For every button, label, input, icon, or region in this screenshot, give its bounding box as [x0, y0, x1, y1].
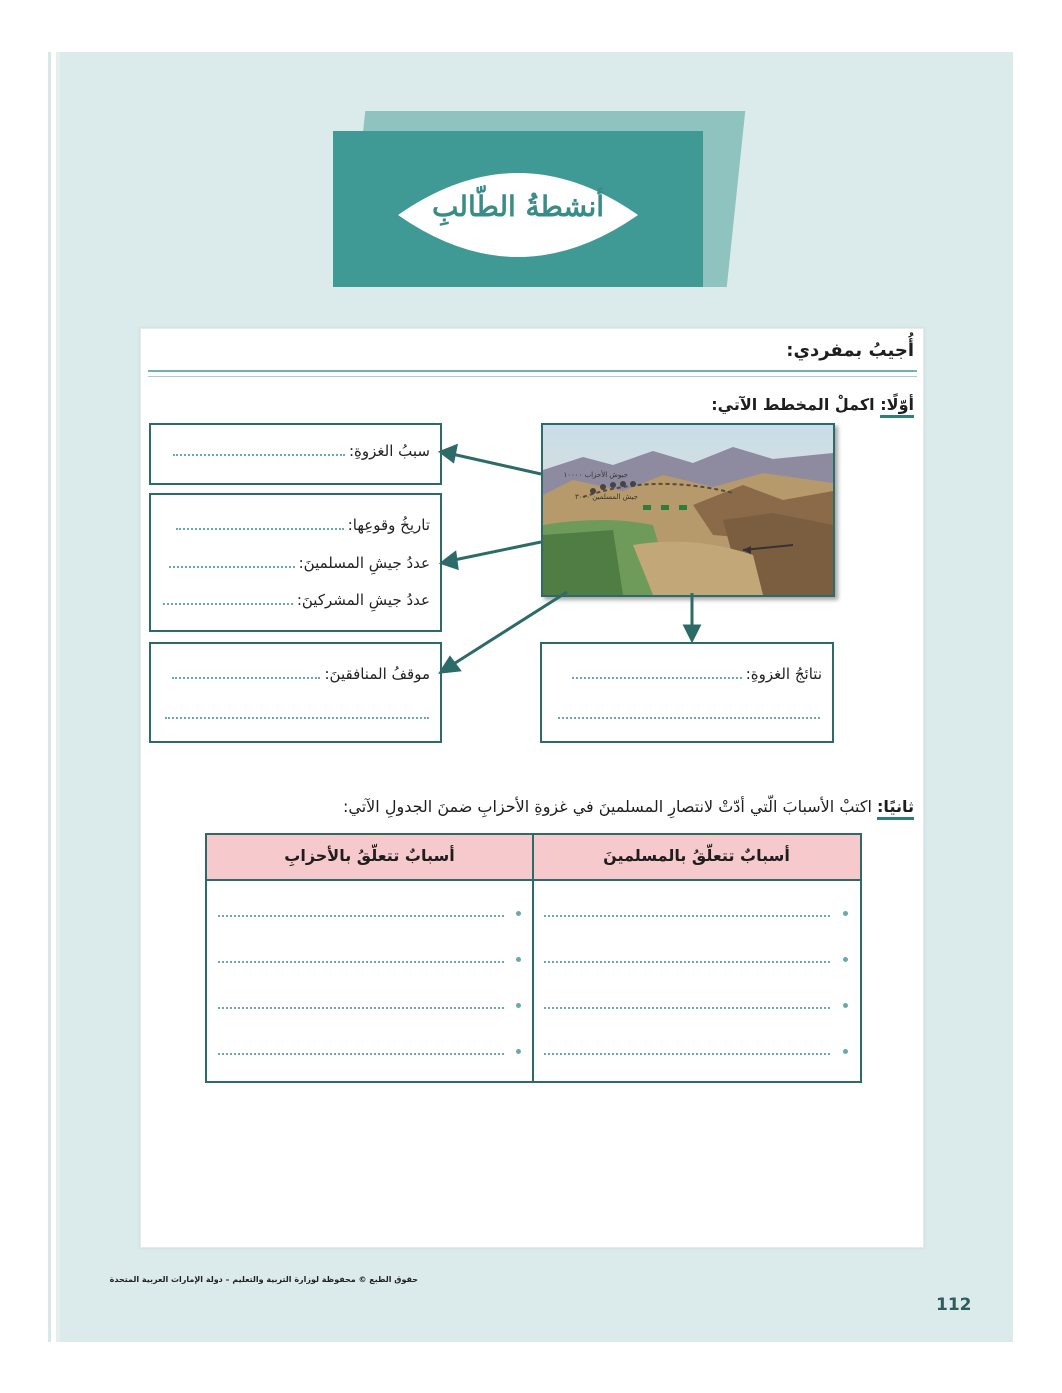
polytheists-army-answer-line[interactable] — [163, 602, 293, 605]
ahzab-reason-line[interactable] — [218, 1006, 504, 1009]
reasons-table — [205, 833, 862, 1083]
muslims-army-label: عددُ جيشِ المسلمينَ: — [298, 554, 430, 572]
list-bullet — [843, 1003, 848, 1008]
list-bullet — [516, 1049, 521, 1054]
cause-answer-line[interactable] — [173, 453, 345, 456]
list-bullet — [843, 911, 848, 916]
part2-heading — [343, 797, 914, 816]
main-heading: أُجيبُ بمفردي: — [786, 340, 914, 361]
battle-map-illustration — [543, 425, 833, 595]
list-bullet — [516, 957, 521, 962]
list-bullet — [843, 1049, 848, 1054]
list-bullet — [516, 911, 521, 916]
details-box — [149, 493, 442, 632]
map-label-muslims: جيش المسلمين ٣٠٠٠ — [574, 493, 638, 501]
muslims-reason-line[interactable] — [544, 960, 830, 963]
banner-title: أنشطةُ الطّالبِ — [431, 190, 605, 223]
part1-number: أوّلًا: — [880, 395, 914, 418]
column-header-muslims: أسبابٌ تتعلّقُ بالمسلمينَ — [603, 846, 790, 865]
cause-box — [149, 423, 442, 485]
ahzab-reason-line[interactable] — [218, 1052, 504, 1055]
results-answer-line[interactable] — [572, 676, 742, 679]
part2-instruction: اكتبْ الأسبابَ الّتي أدّتْ لانتصارِ المسلمينَ في غزوةِ الأحزابِ ضمنَ الجدولِ الآتي: — [343, 797, 872, 816]
muslims-reason-line[interactable] — [544, 1006, 830, 1009]
column-header-ahzab: أسبابٌ تتعلّقُ بالأحزابِ — [284, 846, 455, 865]
table-column-divider — [532, 835, 534, 1081]
list-bullet — [516, 1003, 521, 1008]
muslims-reason-line[interactable] — [544, 1052, 830, 1055]
page-number: 112 — [936, 1295, 972, 1315]
part1-heading — [711, 395, 914, 414]
muslims-reason-line[interactable] — [544, 914, 830, 917]
polytheists-army-label: عددُ جيشِ المشركينَ: — [296, 591, 430, 609]
date-label: تاريخُ وقوعِها: — [347, 516, 430, 534]
muslims-army-answer-line[interactable] — [169, 565, 295, 568]
battle-map-image — [541, 423, 835, 597]
hypocrites-box — [149, 642, 442, 743]
ahzab-reason-line[interactable] — [218, 960, 504, 963]
hypocrites-answer-line[interactable] — [165, 716, 429, 719]
map-label-ahzab: جيوش الأحزاب ١٠٠٠٠ — [563, 471, 628, 479]
list-bullet — [843, 957, 848, 962]
part2-number: ثانيًا: — [877, 797, 914, 820]
heading-rule — [148, 376, 917, 377]
hypocrites-answer-line[interactable] — [172, 676, 320, 679]
results-answer-line[interactable] — [558, 716, 820, 719]
page-edge-line — [48, 52, 51, 1342]
cause-label: سببُ الغزوةِ: — [349, 442, 430, 460]
results-box — [540, 642, 834, 743]
heading-rule — [148, 370, 917, 372]
copyright-notice: حقوق الطبع © محفوظة لوزارة التربية والتعليم – دولة الإمارات العربية المتحدة — [109, 1275, 418, 1284]
results-label: نتائجُ الغزوةِ: — [745, 665, 822, 683]
ahzab-reason-line[interactable] — [218, 914, 504, 917]
hypocrites-label: موقفُ المنافقينَ: — [324, 665, 430, 683]
part1-instruction: اكملْ المخطط الآتي: — [711, 395, 875, 414]
date-answer-line[interactable] — [176, 527, 344, 530]
